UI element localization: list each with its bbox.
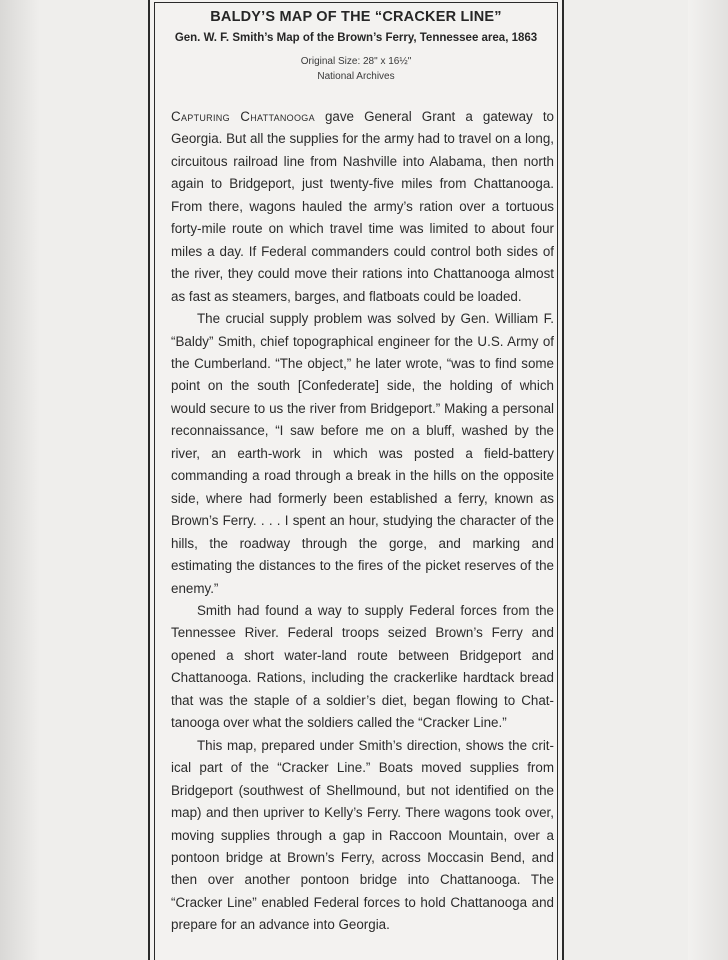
document-title: BALDY’S MAP OF THE “CRACKER LINE” [210, 9, 502, 25]
document-subtitle: Gen. W. F. Smith’s Map of the Brown’s Ferry, Tennessee area, 1863 [174, 32, 538, 44]
text-panel [148, 0, 564, 960]
paragraph-2: The crucial supply problem was solved by Gen. William F. “Baldy” Smith, chief topographical engineer for the U.S. Army of the Cumberland. “The object,” he later wrote, “was to find some point on the south [Confederate] side, the holding of which would secure to us the river from Bridgeport.” Making a personal reconnaissance, “I saw before me on a bluff, washed by the river, an earth-work in which was posted a field-battery commanding a road through a break in the hills on the opposite side, where had formerly been established a ferry, known as Brown’s Ferry. . . . I spent an hour, studying the character of the hills, the roadway through the gorge, and marking and estimating the distances to the fires of the picket reserves of the enemy.” [171, 311, 554, 596]
paragraph-1 [171, 106, 554, 308]
original-size: Original Size: 28" x 16½" [300, 56, 412, 67]
lead-in-small-caps: Capturing Chattanooga [171, 109, 315, 124]
text-panel-inner-border [154, 2, 558, 960]
page-shadow-right [688, 0, 728, 960]
page-shadow-left [0, 0, 40, 960]
article-body [171, 106, 554, 937]
paragraph-4: This map, prepared under Smith’s direction, shows the critical part of the “Cracker Line.” Boats moved supplies from Bridgeport (southwest of Shellmound, but not identified on the map) and then upriver to Kelly’s Ferry. There wagons took over, moving supplies through a gap in Raccoon Mountain, over a pontoon bridge at Brown’s Ferry, across Moccasin Bend, and then over another pontoon bridge into Chattanooga. The “Cracker Line” enabled Federal forces to hold Chattanooga and prepare for an advance into Georgia. [171, 737, 554, 933]
source-credit: National Archives [317, 71, 395, 82]
paragraph-3: Smith had found a way to supply Federal forces from the Tennessee River. Federal troops seized Brown’s Ferry and opened a short water-land route between Bridgeport and Chattanooga. Rations, including the crackerlike hardtack bread that was the staple of a soldier’s diet, began flowing to Chattanooga over what the soldiers called the “Cracker Line.” [171, 602, 554, 731]
paragraph-1-text: gave General Grant a gateway to Georgia. But all the supplies for the army had to travel on a long, circuitous railroad line from Nashville into Alabama, then north again to Bridgeport, just twenty-five miles from Chattanooga. From there, wagons hauled the army’s ration over a tortuous forty-mile route on which travel time was limited to about four miles a day. If Federal commanders could control both sides of the river, they could move their rations into Chattanooga almost as fast as steamers, barges, and flatboats could be loaded. [171, 109, 554, 304]
